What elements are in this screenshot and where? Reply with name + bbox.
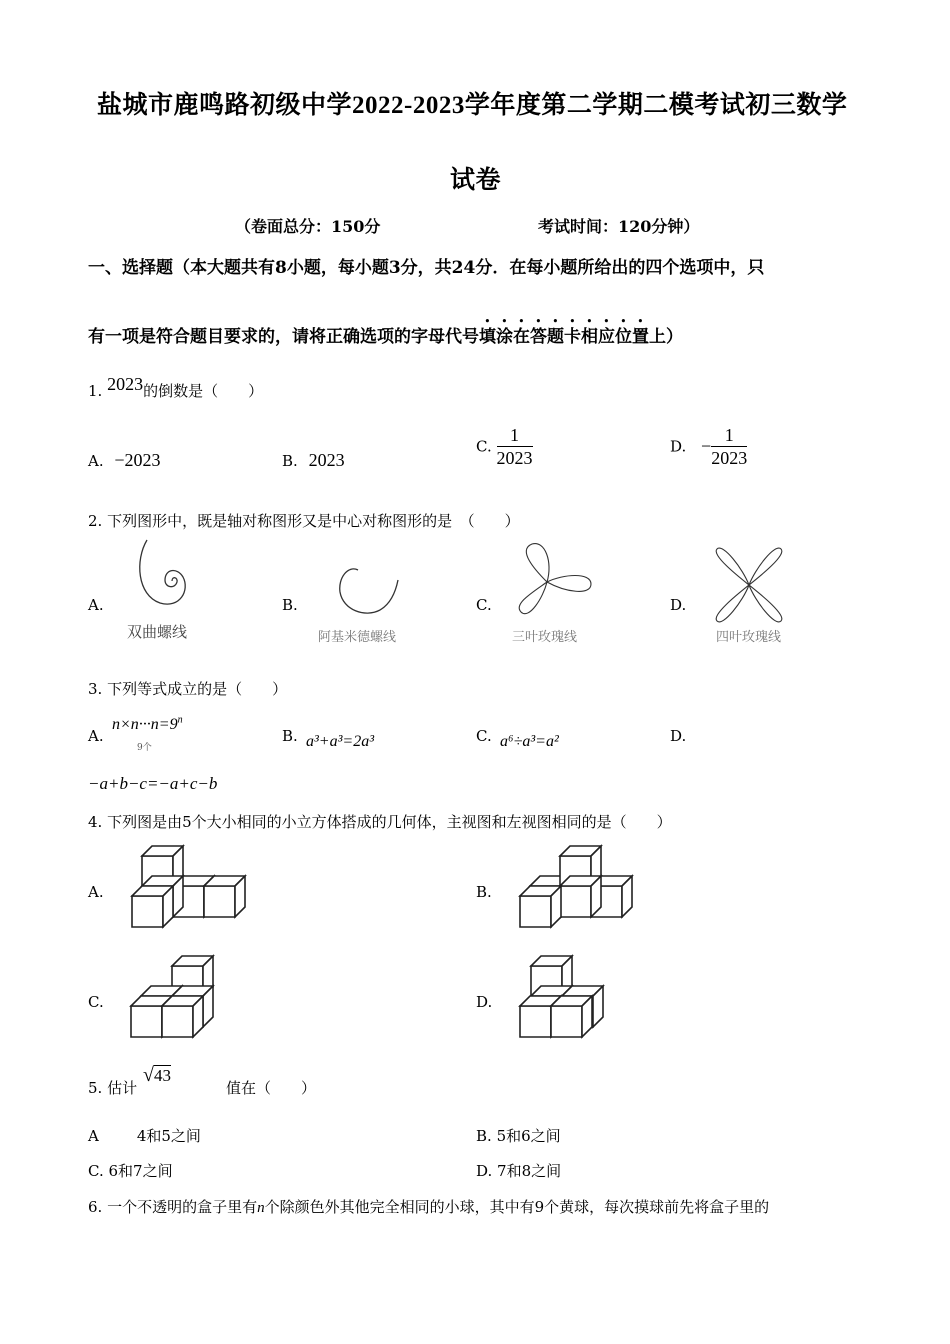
cube <box>531 956 572 997</box>
q1-text: 的倒数是（ ） <box>143 382 264 400</box>
cube <box>131 996 172 1037</box>
question-6 <box>88 1196 769 1217</box>
q6-text-start: 6. 一个不透明的盒子里有 <box>88 1198 258 1216</box>
product-expression: n×n···n=9 <box>112 716 178 733</box>
option-value: 6和7之间 <box>108 1162 173 1180</box>
cube <box>141 986 182 1027</box>
q2-option-b-label: B. <box>282 596 298 614</box>
four-leaf-rose-figure <box>705 545 795 625</box>
option-value: 7和8之间 <box>497 1162 562 1180</box>
cube <box>172 986 213 1027</box>
numerator: 1 <box>497 424 533 447</box>
q2-option-d-label: D. <box>670 596 687 614</box>
caption-three-leaf-rose: 三叶玫瑰线 <box>512 630 578 645</box>
q5-radical: √43 <box>143 1064 171 1086</box>
fraction <box>711 424 747 469</box>
option-label: D. <box>476 1162 493 1180</box>
option-label: C. <box>88 1162 104 1180</box>
option-label: A <box>88 1127 99 1145</box>
q3-option-d-expression: −a+b−c=−a+c−b <box>88 774 218 793</box>
denominator: 2023 <box>496 448 533 468</box>
cube <box>172 956 213 997</box>
hyperbolic-spiral-figure <box>125 535 205 625</box>
caption-four-leaf-rose: 四叶玫瑰线 <box>716 630 782 645</box>
question-3: 3. 下列等式成立的是（ ） <box>88 680 288 698</box>
archimedean-spiral-figure <box>330 560 410 625</box>
q5-option-d <box>476 1160 561 1181</box>
q4-option-a-label: A. <box>88 883 104 901</box>
cube <box>162 996 203 1037</box>
q3-option-d-label: D. <box>670 727 687 745</box>
q1-expression: 2023 <box>107 374 144 394</box>
cube <box>204 876 245 917</box>
question-1 <box>88 374 264 401</box>
q3-option-b-label: B. <box>282 727 298 745</box>
exponent: n <box>177 714 183 726</box>
q5-number: 5. 估计 <box>88 1079 138 1097</box>
q1-number: 1. <box>88 382 103 400</box>
q5-option-b <box>476 1125 561 1146</box>
denominator: 2023 <box>711 448 748 468</box>
q4-option-d-label: D. <box>476 993 493 1011</box>
section-heading: 一、选择题（本大题共有8小题，每小题3分，共24分．在每小题所给出的四个选项中，只 <box>88 258 765 278</box>
q1-option-c <box>476 424 533 469</box>
question-4: 4. 下列图是由5个大小相同的小立方体搭成的几何体，主视图和左视图相同的是（ ） <box>88 813 672 831</box>
underbrace-label: 9个 <box>137 743 152 753</box>
q3-option-c-expression: a⁶÷a³=a² <box>500 733 559 750</box>
exam-time: 考试时间：120分钟） <box>538 217 700 236</box>
q1-option-b <box>282 450 345 471</box>
option-value: 5和6之间 <box>496 1127 561 1145</box>
q3-option-c-label: C. <box>476 727 492 745</box>
three-leaf-rose-figure <box>505 542 595 627</box>
cube <box>562 986 603 1027</box>
cube <box>531 986 572 1027</box>
cube <box>551 996 592 1037</box>
q1-option-a <box>88 450 161 471</box>
cube <box>591 876 632 917</box>
total-score: （卷面总分：150分 <box>235 217 381 236</box>
cube <box>560 876 601 917</box>
option-label: B. <box>282 452 298 470</box>
cube <box>142 876 183 917</box>
q3-option-b-expression: a³+a³=2a³ <box>306 733 374 750</box>
caption-hyperbolic-spiral: 双曲螺线 <box>127 623 188 641</box>
option-value: −2023 <box>114 450 161 470</box>
q4-option-c-label: C. <box>88 993 104 1011</box>
q6-variable: n <box>257 1200 265 1216</box>
caption-archimedean-spiral: 阿基米德螺线 <box>318 630 397 645</box>
minus-sign: − <box>701 436 712 456</box>
option-label: C. <box>476 437 492 456</box>
radicand: 43 <box>153 1066 171 1085</box>
option-label: B. <box>476 1127 492 1145</box>
q5-text: 值在（ ） <box>226 1079 317 1097</box>
page-title: 盐城市鹿鸣路初级中学2022-2023学年度第二学期二模考试初三数学 <box>97 92 848 119</box>
q3-option-a-expression <box>112 714 183 734</box>
cube <box>520 886 561 927</box>
option-value: 2023 <box>308 450 345 470</box>
option-value: 4和5之间 <box>136 1127 201 1145</box>
q1-option-d <box>670 424 747 469</box>
q4-option-b-label: B. <box>476 883 492 901</box>
question-2: 2. 下列图形中，既是轴对称图形又是中心对称图形的是 （ ） <box>88 512 520 530</box>
cube <box>173 876 214 917</box>
instruction-part-3: 上） <box>649 327 683 347</box>
q6-text-end: 个除颜色外其他完全相同的小球，其中有9个黄球，每次摸球前先将盒子里的 <box>264 1198 770 1216</box>
cube <box>132 886 173 927</box>
section-instruction <box>88 317 683 347</box>
cube <box>142 846 183 887</box>
q5-option-c <box>88 1160 173 1181</box>
numerator: 1 <box>711 424 747 447</box>
q2-option-a-label: A. <box>88 596 104 614</box>
q3-option-a-label: A. <box>88 727 104 745</box>
page-title-line2: 试卷 <box>450 167 502 194</box>
instruction-emphasis: 填涂在答题卡相应位置 <box>479 327 649 347</box>
q5-option-a <box>88 1125 201 1146</box>
cube <box>560 846 601 887</box>
fraction <box>497 424 533 469</box>
option-label: A. <box>88 452 104 470</box>
cube <box>520 996 561 1037</box>
q2-option-c-label: C. <box>476 596 492 614</box>
option-label: D. <box>670 437 687 456</box>
instruction-part-1: 有一项是符合题目要求的，请将正确选项的字母代号 <box>88 327 479 347</box>
cube <box>530 876 571 917</box>
